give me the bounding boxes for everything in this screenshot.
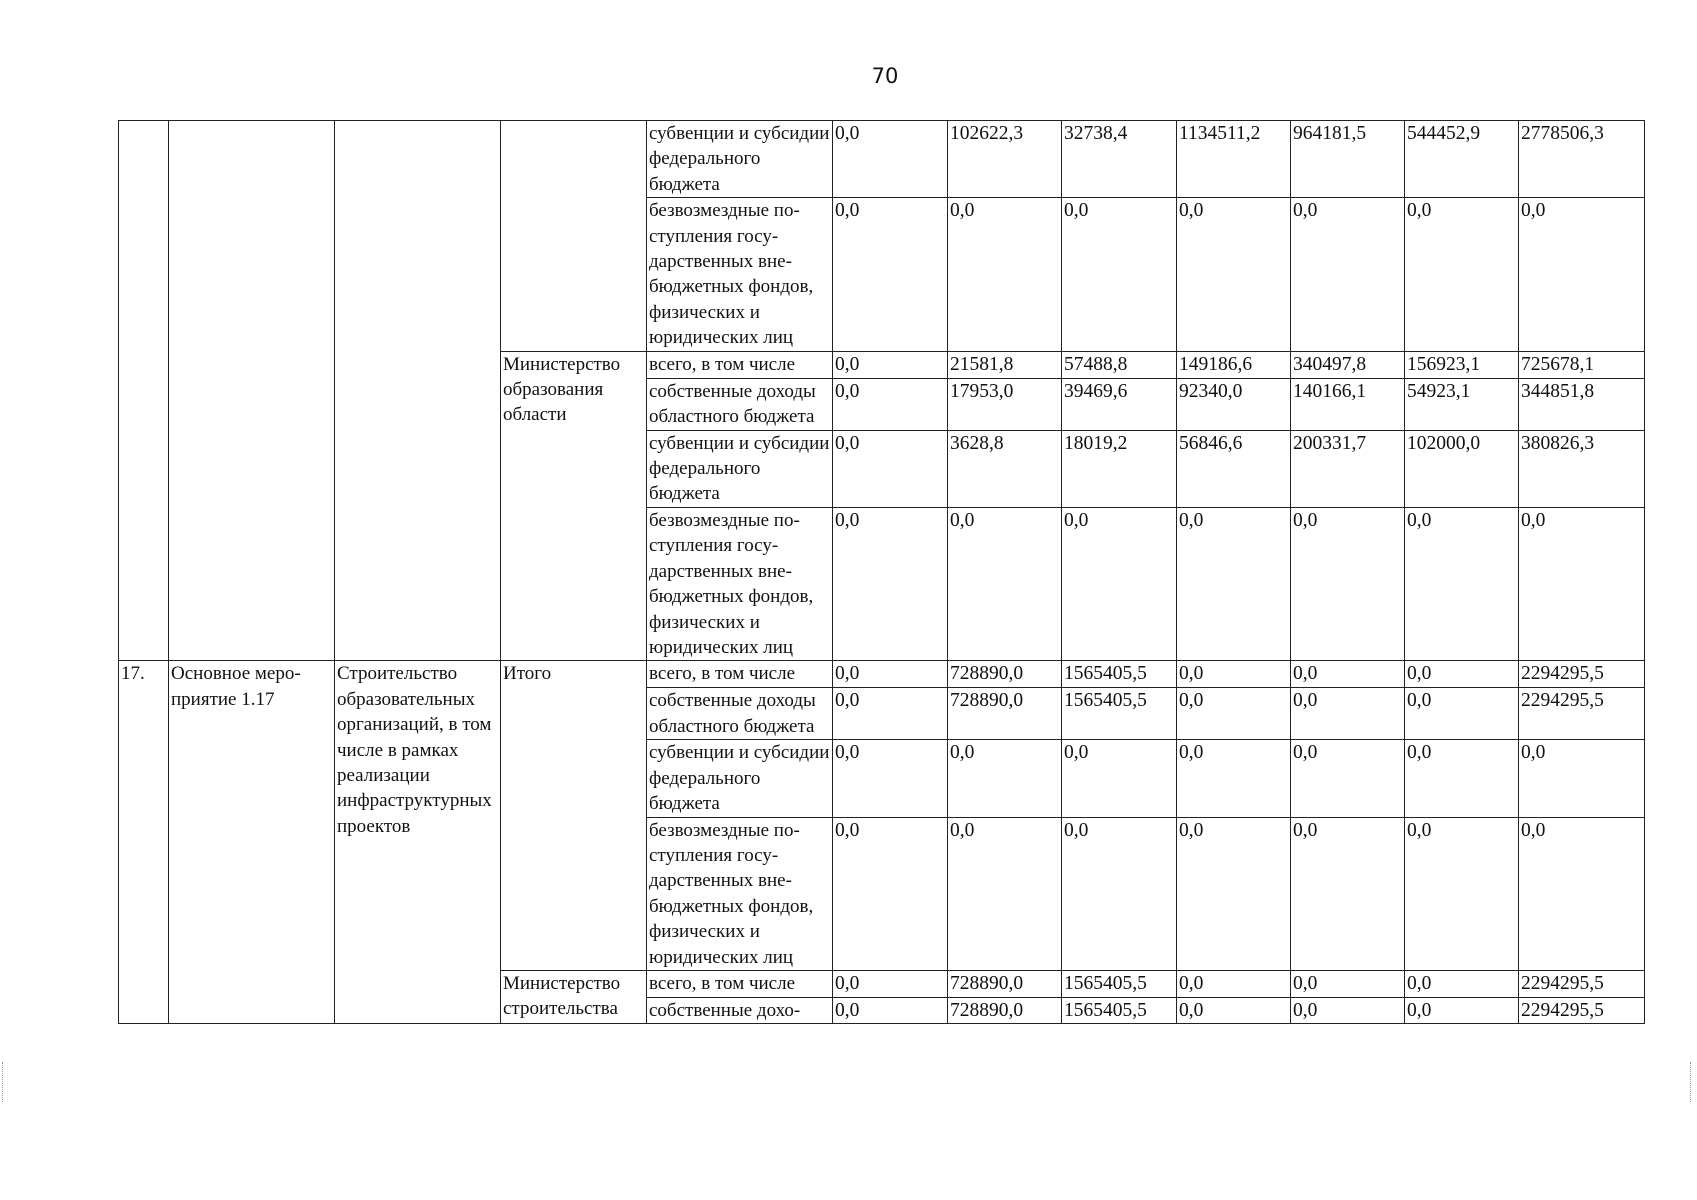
table-row — [119, 661, 1645, 688]
executor-cell: Итого — [501, 661, 647, 971]
source-cell: субвенции и субсидии федерального бюджета — [647, 740, 833, 817]
source-cell: собственные доходы областного бюджета — [647, 688, 833, 740]
value-cell: 728890,0 — [948, 688, 1062, 740]
value-cell: 3628,8 — [948, 430, 1062, 507]
value-cell: 0,0 — [1291, 817, 1405, 970]
event-cell: Основное мероприятие 1.17 — [169, 661, 335, 1024]
value-cell: 0,0 — [1405, 198, 1519, 351]
value-cell: 57488,8 — [1062, 351, 1177, 378]
source-cell: всего, в том числе — [647, 351, 833, 378]
value-cell: 0,0 — [833, 121, 948, 198]
value-cell: 1565405,5 — [1062, 997, 1177, 1023]
value-cell: 0,0 — [1177, 688, 1291, 740]
value-cell: 0,0 — [1177, 507, 1291, 660]
value-cell: 0,0 — [1405, 740, 1519, 817]
source-cell: безвозмездные поступления государственных внебюджетных фондов, физических и юридических лиц — [647, 198, 833, 351]
source-cell: безвозмездные поступления государственных внебюджетных фондов, физических и юридических лиц — [647, 507, 833, 660]
source-cell: всего, в том числе — [647, 970, 833, 997]
source-cell: собственные доходы областного бюджета — [647, 378, 833, 430]
value-cell: 2294295,5 — [1519, 688, 1645, 740]
value-cell: 0,0 — [948, 740, 1062, 817]
value-cell: 2294295,5 — [1519, 970, 1645, 997]
value-cell: 1565405,5 — [1062, 661, 1177, 688]
source-cell: субвенции и субсидии федерального бюджета — [647, 121, 833, 198]
value-cell: 17953,0 — [948, 378, 1062, 430]
value-cell: 340497,8 — [1291, 351, 1405, 378]
value-cell: 102622,3 — [948, 121, 1062, 198]
value-cell: 0,0 — [1291, 661, 1405, 688]
value-cell: 32738,4 — [1062, 121, 1177, 198]
title-cell-empty — [335, 121, 501, 661]
value-cell: 39469,6 — [1062, 378, 1177, 430]
executor-cell: Министерство образования области — [501, 351, 647, 661]
value-cell: 344851,8 — [1519, 378, 1645, 430]
value-cell: 0,0 — [1519, 198, 1645, 351]
value-cell: 92340,0 — [1177, 378, 1291, 430]
value-cell: 0,0 — [833, 970, 948, 997]
scan-edge-mark — [1690, 1062, 1697, 1102]
value-cell: 54923,1 — [1405, 378, 1519, 430]
scan-edge-mark — [2, 1062, 9, 1102]
executor-cell: Министерство строительства — [501, 970, 647, 1023]
value-cell: 200331,7 — [1291, 430, 1405, 507]
value-cell: 0,0 — [1519, 740, 1645, 817]
source-cell: собственные дохо- — [647, 997, 833, 1023]
value-cell: 0,0 — [1062, 740, 1177, 817]
value-cell: 0,0 — [833, 351, 948, 378]
value-cell: 0,0 — [1291, 198, 1405, 351]
value-cell: 0,0 — [1177, 198, 1291, 351]
executor-cell-empty — [501, 121, 647, 352]
value-cell: 0,0 — [1405, 661, 1519, 688]
value-cell: 0,0 — [1405, 997, 1519, 1023]
value-cell: 0,0 — [1062, 198, 1177, 351]
value-cell: 0,0 — [833, 198, 948, 351]
value-cell: 0,0 — [1062, 817, 1177, 970]
value-cell: 140166,1 — [1291, 378, 1405, 430]
value-cell: 728890,0 — [948, 970, 1062, 997]
value-cell: 0,0 — [833, 661, 948, 688]
value-cell: 2294295,5 — [1519, 997, 1645, 1023]
title-cell: Строительство образовательных организаций, в том числе в рамках реализации инфраструктурных проектов — [335, 661, 501, 1024]
value-cell: 0,0 — [948, 507, 1062, 660]
value-cell: 2294295,5 — [1519, 661, 1645, 688]
value-cell: 0,0 — [1177, 997, 1291, 1023]
value-cell: 0,0 — [1062, 507, 1177, 660]
value-cell: 0,0 — [833, 997, 948, 1023]
budget-table — [118, 120, 1645, 1024]
value-cell: 964181,5 — [1291, 121, 1405, 198]
value-cell: 0,0 — [833, 740, 948, 817]
value-cell: 1565405,5 — [1062, 688, 1177, 740]
value-cell: 56846,6 — [1177, 430, 1291, 507]
value-cell: 0,0 — [833, 817, 948, 970]
row-number-cell: 17. — [119, 661, 169, 1024]
value-cell: 0,0 — [1177, 740, 1291, 817]
value-cell: 0,0 — [948, 198, 1062, 351]
event-cell-empty — [169, 121, 335, 661]
value-cell: 728890,0 — [948, 997, 1062, 1023]
value-cell: 0,0 — [1177, 661, 1291, 688]
page-number: 70 — [871, 64, 899, 88]
value-cell: 0,0 — [1291, 970, 1405, 997]
value-cell: 0,0 — [1405, 507, 1519, 660]
value-cell: 0,0 — [1177, 970, 1291, 997]
value-cell: 21581,8 — [948, 351, 1062, 378]
source-cell: всего, в том числе — [647, 661, 833, 688]
value-cell: 2778506,3 — [1519, 121, 1645, 198]
source-cell: субвенции и субсидии федерального бюджета — [647, 430, 833, 507]
value-cell: 102000,0 — [1405, 430, 1519, 507]
value-cell: 18019,2 — [1062, 430, 1177, 507]
value-cell: 1134511,2 — [1177, 121, 1291, 198]
value-cell: 0,0 — [1405, 817, 1519, 970]
number-cell-empty — [119, 121, 169, 661]
value-cell: 0,0 — [1291, 997, 1405, 1023]
value-cell: 0,0 — [833, 688, 948, 740]
value-cell: 0,0 — [1519, 817, 1645, 970]
value-cell: 728890,0 — [948, 661, 1062, 688]
value-cell: 0,0 — [1405, 970, 1519, 997]
value-cell: 0,0 — [1177, 817, 1291, 970]
value-cell: 0,0 — [1291, 507, 1405, 660]
value-cell: 0,0 — [1291, 740, 1405, 817]
value-cell: 725678,1 — [1519, 351, 1645, 378]
value-cell: 0,0 — [833, 507, 948, 660]
value-cell: 544452,9 — [1405, 121, 1519, 198]
value-cell: 0,0 — [1405, 688, 1519, 740]
value-cell: 0,0 — [833, 378, 948, 430]
value-cell: 149186,6 — [1177, 351, 1291, 378]
source-cell: безвозмездные поступления государственных внебюджетных фондов, физических и юридических лиц — [647, 817, 833, 970]
value-cell: 0,0 — [1291, 688, 1405, 740]
value-cell: 1565405,5 — [1062, 970, 1177, 997]
value-cell: 0,0 — [1519, 507, 1645, 660]
table-row — [119, 121, 1645, 198]
value-cell: 0,0 — [948, 817, 1062, 970]
value-cell: 0,0 — [833, 430, 948, 507]
value-cell: 156923,1 — [1405, 351, 1519, 378]
value-cell: 380826,3 — [1519, 430, 1645, 507]
